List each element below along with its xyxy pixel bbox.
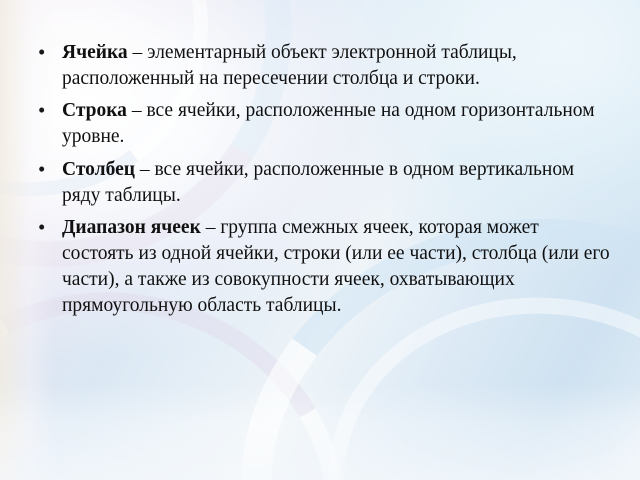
list-item bbox=[30, 40, 610, 91]
term-label: Ячейка bbox=[62, 42, 128, 63]
decorative-bottom-band bbox=[0, 384, 640, 480]
term-label: Диапазон ячеек bbox=[62, 217, 201, 239]
term-label: Строка bbox=[62, 100, 127, 122]
definition-list bbox=[30, 40, 610, 318]
definition-text: – все ячейки, расположенные в одном вертикальном ряду таблицы. bbox=[62, 158, 575, 206]
definition-text: – элементарный объект электронной таблицы, расположенный на пересечении столбца и строки. bbox=[62, 42, 517, 89]
definition-text: – группа смежных ячеек, которая может состоять из одной ячейки, строки (или ее части), столбца (или его части), а также из совокупности ячеек, охватывающих прямоугольную область таблицы. bbox=[62, 217, 610, 316]
definition-text: – все ячейки, расположенные на одном горизонтальном уровне. bbox=[62, 100, 595, 148]
slide-content bbox=[30, 40, 610, 325]
list-item bbox=[30, 215, 610, 318]
term-label: Столбец bbox=[62, 158, 135, 180]
list-item bbox=[30, 98, 610, 149]
list-item bbox=[30, 157, 610, 208]
